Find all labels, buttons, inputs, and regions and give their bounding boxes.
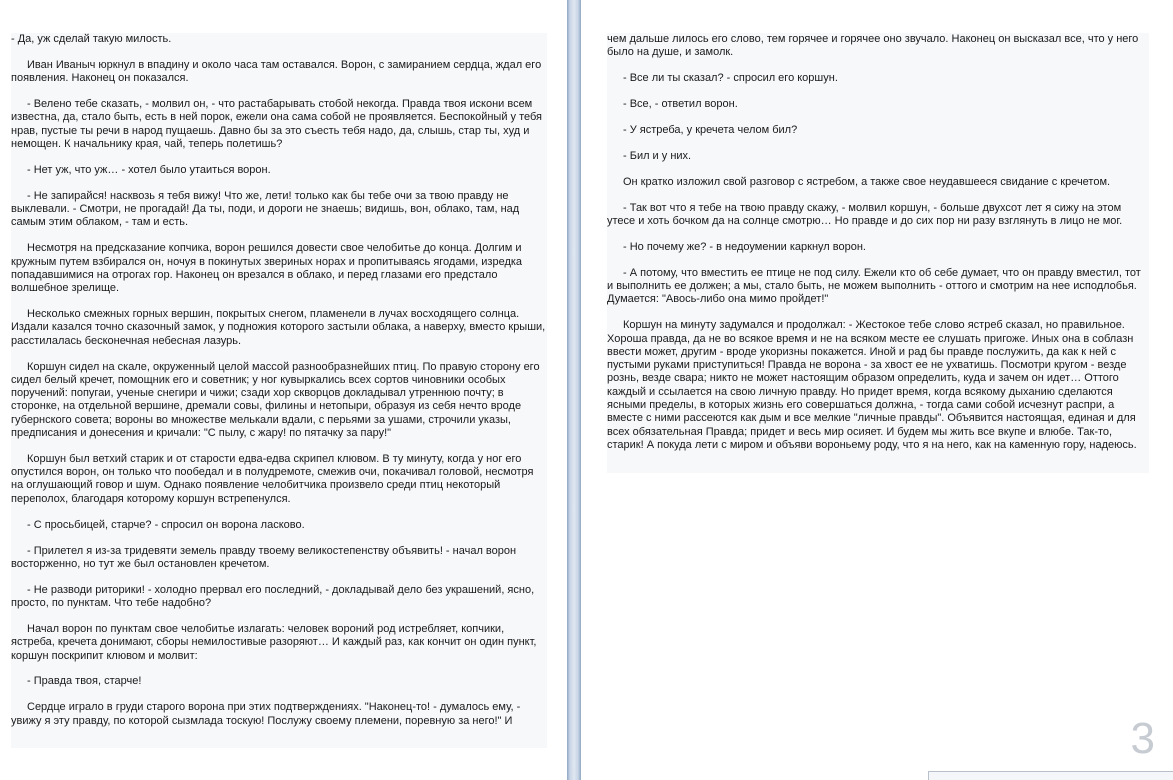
paragraph[interactable]: Несмотря на предсказание копчика, ворон решился довести свое челобитье до конца. Долгим и кружным путем взбирался он, ночуя в покинутых звериных норах и пропитываясь ягодами, изредка попадавшимися на отрогах гор. Наконец он врезался в облако, и перед глазами его предстало волшебное зрелище. — [11, 242, 523, 295]
paragraph[interactable]: - Не разводи риторики! - холодно прервал его последний, - докладывай дело без украшений, ясно, просто, по пунктам. Что тебе надобно? — [11, 583, 535, 610]
status-panel-edge — [928, 771, 1173, 780]
paragraph[interactable]: - Так вот что я тебе на твою правду скажу, - молвил коршун, - больше двухсот лет я сижу на этом утесе и хоть бочком да на солнце смотрю… Но правде и до сих пор ни разу взглянуть в лицо не мог. — [607, 201, 1123, 227]
paragraph[interactable]: Коршун был ветхий старик и от старости едва-едва скрипел клювом. В ту минуту, когда у ног его опустился ворон, он только что пообедал и в полудремоте, смежив очи, покачивал головой, несмотря на оглушающий говор и шум. Однако появление челобитчика произвело среди птиц некоторый переполох, благодаря которому коршун встрепенулся. — [11, 452, 534, 505]
document-page-left — [0, 0, 567, 780]
paragraph[interactable]: Иван Иваныч юркнул в впадину и около часа там оставался. Ворон, с замиранием сердца, ждал его появления. Наконец он показался. — [11, 58, 542, 85]
paragraph[interactable]: - У ястреба, у кречета челом бил? — [623, 123, 798, 136]
paragraph[interactable]: Начал ворон по пунктам свое челобитье излагать: человек вороний род истребляет, копчики, ястреба, кречета донимают, сборы немилостивые разоряют… И каждый раз, как кончит он один пункт, коршун поскрипит клювом и молвит: — [11, 622, 537, 662]
paragraph[interactable]: - Да, уж сделай такую милость. — [11, 33, 172, 45]
paragraph[interactable]: - Но почему же? - в недоумении каркнул ворон. — [623, 240, 866, 253]
paragraph[interactable]: - Прилетел я из-за тридевяти земель правду твоему великостепенству объявить! - начал ворон восторженно, но тут же был остановлен кречетом. — [11, 544, 517, 570]
paragraph[interactable]: - Бил и у них. — [623, 149, 692, 162]
paragraph[interactable]: - Нет уж, что уж… - хотел было утаиться ворон. — [27, 163, 271, 176]
paragraph[interactable]: Он кратко изложил свой разговор с ястребом, а также свое неудавшееся свидание с кречетом. — [623, 175, 1111, 188]
document-page-right — [581, 0, 1173, 780]
paragraph[interactable]: Сердце играло в груди старого ворона при этих подтверждениях. "Наконец-то! - думалось ему, - увижу я эту правду, по которой сызмлада тоскую! Послужу своему племени, поревную за него!" И — [11, 701, 521, 727]
page-number: 3 — [1130, 714, 1155, 763]
paragraph[interactable]: - Велено тебе сказать, - молвил он, - что растабарывать стобой некогда. Правда твоя искони всем известна, да, стало быть, есть в ней порок, ежели она сама собой не проявляется. Беспокойный у тебя нрав, пустые ты речи в народ пущаешь. Давно бы за это съесть тебя надо, да, слышь, стар ты, худ и немощен. К начальнику края, чай, теперь полетишь? — [11, 98, 542, 150]
text-column-left — [11, 33, 547, 748]
paragraph[interactable]: Несколько смежных горных вершин, покрытых снегом, пламенели в лучах восходящего солнца. Издали казался точно сказочный замок, у подножия которого застыли облака, а наверху, вместо крыши, расстилалась бесконечная небесная лазурь. — [11, 308, 546, 347]
paragraph[interactable]: - С просьбицей, старче? - спросил он ворона ласково. — [27, 518, 305, 531]
paragraph[interactable]: Коршун на минуту задумался и продолжал: - Жестокое тебе слово ястреб сказал, но правильное. Хороша правда, да не во всякое время и не на всяком месте ее слушать пригоже. Иных она в соблазн ввести может, другим - вроде укоризны покажется. Иной и рад бы правде послужить, да как к ней с пустыми руками приступиться! Правда не ворона - за хвост ее не ухватишь. Посмотри кругом - везде рознь, везде свара; никто не может настоящим образом определить, куда и зачем он идет… Оттого каждый и ссылается на свою личную правду. Но придет время, когда всякому дыханию сделаются ясными пределы, в которых жизнь его совершаться должна, - тогда сами собой исчезнут распри, а вместе с ними рассеются как дым и все мелкие "личные правды". Объявится настоящая, единая и для всех обязательная Правда; придет и весь мир осияет. И будем мы жить все вкупе и влюбе. Так-то, старик! А покуда лети с миром и объяви вороньему роду, что я на него, как на каменную гору, надеюсь. — [607, 319, 1137, 451]
paragraph[interactable]: - Не запирайся! насквозь я тебя вижу! Что же, лети! только как бы тебе очи за твою правду не выклевали. - Смотри, не прогадай! Да ты, поди, и дороги не знаешь; видишь, вон, облако, там, над самым этим облаком, - там и есть. — [11, 189, 520, 229]
paragraph[interactable]: - А потому, что вместить ее птице не под силу. Ежели кто об себе думает, что он правду вместил, тот и выполнить ее должен; а мы, стало быть, не можем выполнить - оттого и смотрим на нее исподлобья. Думается: "Авось-либо она мимо пройдет!" — [607, 266, 1141, 306]
paragraph[interactable]: - Все, - ответил ворон. — [623, 98, 738, 111]
page-divider — [567, 0, 581, 780]
paragraph[interactable]: Коршун сидел на скале, окруженный целой массой разнообразнейших птиц. По правую сторону его сидел белый кречет, помощник его и советник; у ног кувыркались всех сортов чиновники особых поручений: попугаи, ученые снегири и чижи; сзади хор скворцов докладывал утреннюю почту; в сторонке, на отдельной вершине, дремали совы, филины и нетопыри, образуя из себя нечто вроде губернского совета; вороны во множестве мелькали вдали, с перьями за ушами, строчили указы, предписания и донесения и кричали: "С пылу, с жару! по пятачку за пару!" — [11, 360, 540, 439]
paragraph[interactable]: - Правда твоя, старче! — [27, 675, 142, 688]
paragraph[interactable]: - Все ли ты сказал? - спросил его коршун. — [623, 72, 838, 85]
paragraph[interactable]: чем дальше лилось его слово, тем горячее и горячее оно звучало. Наконец он высказал все, что у него было на душе, и замолк. — [607, 33, 1139, 59]
text-column-right — [607, 33, 1149, 473]
